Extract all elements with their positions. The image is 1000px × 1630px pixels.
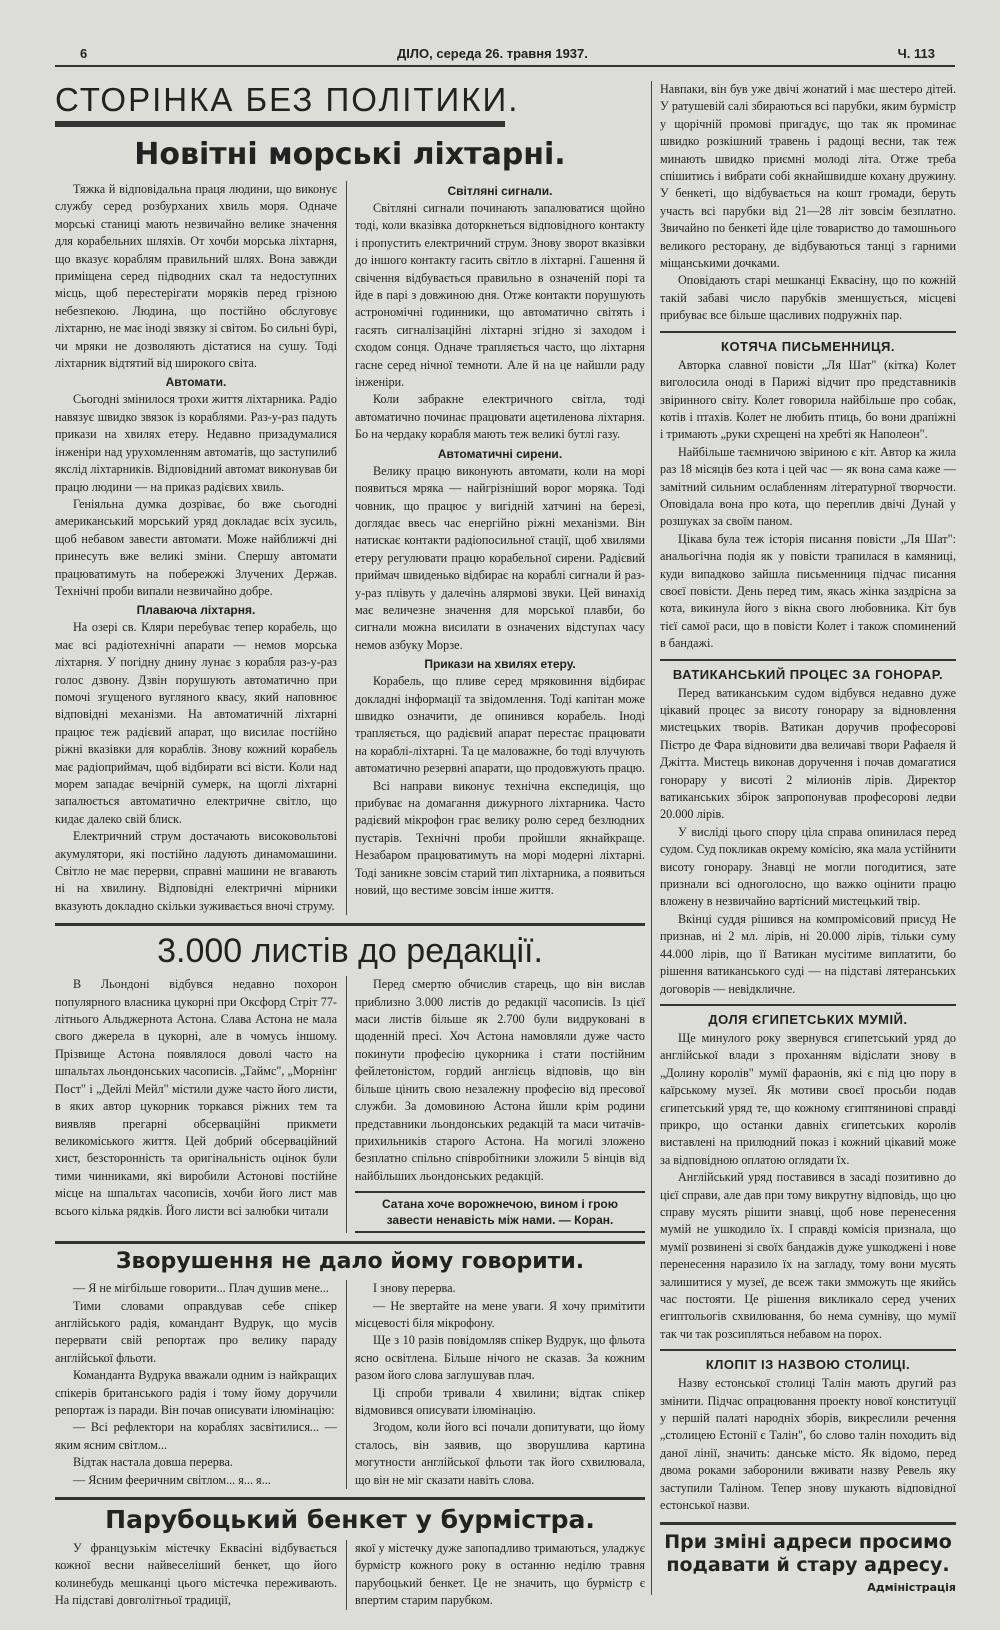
lighthouse-col1 <box>55 181 337 915</box>
paragraph: Назву естонської столиці Талін мають другий раз змінити. Підчас опрацювання проекту нової конституції у першій палаті народніх зборів, викреслили речення „столицею Естонії є Талін", бо слово талін походить від даної лінії, значить: данське місто. Як відомо, перед двома роками заборонили вживати назву Ревель яку заступили Таліном. Тепер знову шукають відповідної естонської назви. <box>660 1376 956 1513</box>
page-body <box>55 81 955 1610</box>
banquet-headline: Парубоцький бенкет у бурмістра. <box>105 1505 595 1534</box>
subheading: Плаваюча ліхтарня. <box>136 603 256 618</box>
paragraph: Корабель, що пливе серед мряковиння відбирає докладні інформації та звідомлення. Тоді капітан може швидко означити, де опинився корабель. Іноді трапляється, що радієвий апарат перестає працювати на кораблі-ліхтарні. Та це маловажне, бо тоді влучують автоматично резервні апарати, що продовжують працю. <box>355 674 645 776</box>
paragraph: Авторка славної повісти „Ля Шат" (кітка) Колет виголосила оноді в Парижі відчит про представників звіринного світу. Колет говорила найбільше про собак, котів і птахів. Колет не любить птиць, бо вони дрaпіжні і тримають „руки схрещені на хребті як Наполеон". <box>660 357 956 442</box>
banquet-col1 <box>55 1540 337 1610</box>
subheading: Автомати. <box>165 375 227 390</box>
banquet-article <box>55 1540 645 1610</box>
paragraph: Ще минулого року звернувся єгипетський уряд до англійської влади з проханням відіслати знову в „Долину королів" мумії фараонів, які є під цю пору в каїрському музеї. Як мотиви своєї просьби подав єгипетський уряд те, що кожному єгиптянинові справді прикро, що останки давніх єгипетських королів виставлені на прилюдний показ і кожний цікавий може за відповідною оплатою оглядати їх. <box>660 1030 956 1167</box>
paragraph: Тими словами оправдував себе спікер англійського радія, командант Вудрук, що мусів перервати свій репортаж про велику параду англійської фльоти. <box>55 1298 337 1365</box>
subheading: ДОЛЯ ЄГИПЕТСЬКИХ МУМІЙ. <box>708 1011 908 1027</box>
divider <box>55 1497 645 1500</box>
page-number: 6 <box>80 46 88 61</box>
divider <box>660 659 956 661</box>
paragraph: Сьогодні змінилося трохи життя ліхтарника. Радіо навязує швидко звязок із кораблями. Раз-у-раз падуть прикази на хвилях етеру. Недавно призадумалися інженіри над урухомленням автоматів, що заступилиб якслід ліхтарників. Відповідний автомат виконував би працю людини — на приказ радієвих хвиль. <box>55 392 337 494</box>
letters-article <box>55 976 645 1233</box>
masthead: ДІЛО, середа 26. травня 1937. <box>397 46 588 61</box>
paragraph: — Ясним фееричним світлом... я... я... <box>73 1472 271 1487</box>
paragraph: Електричний струм достачають високовольтові акумулятори, які постійно ладують динамомашини. Світло не має перерви, справні машини не вгавають ні на хвилину. Відповідні електричні мірники вказують докладно скільки зуживається вночі струму. <box>55 829 337 913</box>
paragraph: Ці спроби тривали 4 хвилини; відтак спікер відмовився описувати ілюмінацію. <box>355 1385 645 1417</box>
paragraph: Світляні сигнали починають запалюватися щойно тоді, коли вказівка доторкнеться відповідного контакту і пропустить електричний струм. Знову зворот вказівки до іншого контакту гасить світло в ліхтарні. Гашення й свічення відбувається правильно в означеній порі та йде в парі з довжиною дня. Отже контакти порушують астрономічні годинники, що автоматично світять і гасять сигналізаційні ліхтарні згідно зі заходом і сходом сонця. Одначе трапляється часто, що ліхтарня гасне серед нічної темноти. Але й на це найшли раду інженіри. <box>355 201 645 390</box>
paragraph: Навпаки, він був уже двічі жонатий і має шестеро дітей. У ратушевій салі збираються всі парубки, яким бурмістр у щорічній промові пригадує, що так як проминає швидко розкішний травень і радощі весни, так теж минають швидко приємні молоді літа. Отже треба спішитись і вибрати собі якнайшвидше кохану дружину. У бенкеті, що відбувається на кошт громади, беруть участь всі парубки від 21—28 літ зовсім безплатно. Звичайно по бенкеті йде ціле товариство до тамошнього великого ресторану, де відбуваються танці з гарними міщанськими дочками. <box>660 82 956 271</box>
paragraph: Перед ватиканським судом відбувся недавно дуже цікавий процес за висоту гонорару за відновлення мистецьких творів. Ватикан доручив професорові Пієтро де Фара відновити два величаві твори Рафаеля й Джітта. Мистець виконав доручення і почав домагатися гонорару у висоті 2 мілионів лірів. Директор ватиканських збірок запропонував професорові ледви 20.000 лірів. <box>660 685 956 822</box>
section-rule <box>55 121 505 127</box>
paragraph: Всі направи виконує технічна експедиція, що прибуває на домагання дижурного ліхтарника. Часто радієвий мікрофон грає велику ролю серед безлюдних пустарів. Технічні проби пройшли якнайкраще. Незабаром працюватимуть на морі модерні ліхтарні. Тоді заникне зовсім старий тип ліхтарника, а появиться новий, що вестиме зовсім інше життя. <box>355 778 645 898</box>
paragraph: Геніяльна думка дозріває, бо вже сьогодні американський морський уряд докладає всіх зусиль, щоб небавом завести автомати. Може найближчі дні принесуть вже великі зміни. Спершу автомати працюватимуть на побережжі Злучених Держав. Технічні проби випали незвичайно добре. <box>55 496 337 598</box>
divider <box>660 331 956 333</box>
section-title: СТОРІНКА БЕЗ ПОЛІТИКИ. <box>55 81 520 118</box>
divider <box>55 923 645 926</box>
page-header <box>55 46 955 61</box>
paragraph: Велику працю виконують автомати, коли на морі появиться мряка — найгрізніший ворог моряка. Тоді човник, що працює у вигідній хатчині на березі, доглядає ввесь час енергійно ріжні механізми. Він натискає контакти радіопосильної стації, щоб хвилями етеру регулювати працю корабельної сирени. Радієвий приймач швиденько відбирає на кораблі сигнали й раз-у-раз плівуть у далечінь алярмові звуки. Цей винахід має величезне значення для морської плавби, бо сигнали можна висилати в означених відступах часу немов азбуку Морзе. <box>355 463 645 652</box>
koran-quote: Сатана хоче ворожнечою, вином і грою завести ненавість між нами. — Коран. <box>355 1191 645 1233</box>
subheading: Автоматичні сирени. <box>437 446 563 461</box>
left-area <box>55 81 651 1610</box>
paragraph: Команданта Вудрука вважали одним із найкращих спікерів британського радія і тому йому доручили репортаж із паради. Він почав описувати ілюмінацію: <box>55 1368 337 1417</box>
paragraph: На озері св. Кляри перебуває тепер корабель, що має всі радіотехнічні апарати — немов морська ліхтарня. У погідну днину лунає з корабля раз-у-раз голос дзвону. Дзвін порушують автоматично при помочі згущеного вугляного квасу, який наповнює відповідні механізми. На автоматичній ліхтарні працює теж радієвий апарат, що висилає постійно ріжні вказівки для кораблів. Знову кожний корабель має радіоприймач, щоб відбирати всі вісти. Коли над морем западає вечірній сумерк, на щоглі ліхтарні запалюється автоматично електричне світло, що кидає далеко свій блиск. <box>55 620 337 826</box>
letters-col1 <box>55 976 337 1233</box>
letters-headline: 3.000 листів до редакції. <box>157 932 543 971</box>
speaker-article <box>55 1280 645 1489</box>
lighthouse-col2 <box>346 181 645 915</box>
divider <box>660 1349 956 1351</box>
banquet-col2 <box>346 1540 645 1610</box>
header-rule <box>55 65 955 67</box>
subheading: Світляні сигнали. <box>447 184 553 198</box>
paragraph: — Всі рефлектори на кораблях засвітилися... — яким ясним світлом... <box>55 1420 337 1452</box>
paragraph: Вкінці суддя рішився на компромісовий присуд Не признав, ні 2 мл. лірів, ні 20.000 лірів, тільки суму 44.000 лірів, що її Ватикан мусітиме виплатити, бо рішення ватиканського суді — на підставі лятеранських договорів — невідкличне. <box>660 911 956 996</box>
letters-col2 <box>346 976 645 1233</box>
paragraph: Згодом, коли його всі почали допитувати, що йому сталось, він заявив, що зворушлива картина могутности англійської фльоти так його схвилювала, що він не міг сказати навіть слова. <box>355 1420 645 1487</box>
paragraph: Коли забракне електричного світла, тоді автоматично починає працювати ацетиленова ліхтарня. Бо на чердаку корабля мають теж великі бутлі газу. <box>355 392 645 442</box>
issue-number: Ч. 113 <box>897 46 935 61</box>
subheading: КЛОПІТ ІЗ НАЗВОЮ СТОЛИЦІ. <box>705 1357 911 1373</box>
speaker-col1 <box>55 1280 337 1489</box>
lighthouse-article <box>55 181 645 915</box>
divider <box>660 1522 956 1525</box>
subheading: ВАТИКАНСЬКИЙ ПРОЦЕС ЗА ГОНОРАР. <box>672 666 944 682</box>
subheading: Прикази на хвилях етеру. <box>424 657 576 672</box>
address-notice: При зміні адреси просимо подавати й стару адресу. <box>664 1531 952 1577</box>
paragraph: якої у містечку дуже запопадливо тримаються, уладжує бурмістр кожного року в останню неділю травня парубоцький бенкет. Це не значить, що бурмістр є впертим старим парубком. <box>355 1541 645 1608</box>
paragraph: Тяжка й відповідальна праця людини, що виконує службу серед розбурханих хвиль моря. Одначе морські станиці мають незвичайно велике значення для корабельних шляхів. От хочби морська ліхтарня, що вказує кораблям правильний шлях. Вона завжди приміщена серед підводних скал та недоступних місць, щоб перестерігати моряків перед грізною небезпекою. Людина, що постійно обслуговує ліхтарню, не має іноді звязку зі світом. Бо сильні бурі, чи мряки не дозволяють дістатися на сушу. Тоді ліхтарник відтятий від широкого світа. <box>55 182 337 371</box>
administration-signature: Адміністрація <box>867 1581 956 1595</box>
divider <box>55 1241 645 1244</box>
paragraph: — Не звертайте на мене уваги. Я хочу примітити місцевості біля мікрофону. <box>355 1298 645 1330</box>
speaker-headline: Зворушення не дало йому говорити. <box>115 1249 585 1275</box>
paragraph: — Я не мігбільше говорити... Плач душив мене... <box>73 1281 329 1296</box>
paragraph: Оповідають старі мешканці Еквасіну, що по кожній такій забаві число парубків зменшується, місцеві прибуває все більше щасливих подружніх пар. <box>660 273 956 323</box>
paragraph: Ще з 10 разів повідомляв спікер Вудрук, що фльота ясно освітлена. Більше нічого не сказав. За кожним разом його слова заглушував плач. <box>355 1333 645 1383</box>
speaker-col2 <box>346 1280 645 1489</box>
paragraph: Найбільше таємничою звіриною є кіт. Автор ка жила раз 18 місяців без кота і цей час — як вона сама каже — замітний сильним ослабленням літературної творчости. Оповідала вона про кота, що переплив двічі Дунай у розшуках за своїм паном. <box>660 444 956 529</box>
paragraph: У висліді цього спору ціла справа опинилася перед судом. Суд покликав окрему комісію, яка мала устійнити висоту гонорару. Знавці не могли погодитися, зате признали всі одноголосно, що важко оцінити працю вложену в незвичайно вартісний мистецький твір. <box>660 824 956 909</box>
subheading: КОТЯЧА ПИСЬМЕННИЦЯ. <box>721 338 895 354</box>
divider <box>660 1004 956 1006</box>
right-column <box>651 81 956 1595</box>
paragraph: Англійський уряд поставився в засаді позитивно до цієї справи, але дав при тому викрутну відповідь, що цю справу мусять рішити знавці, щоб нове перенесення мумій не ушкодило їх. І справді комісія признала, що мумії розвинені зі своїх бандажів дуже ушкоджені і нове перенесення наразило їх на загладу, тому вони мусять залишитися у музеї, де всеж таки змможуть ще якийсь час постояти. Це рішення викликало серед учених египтольогів схвилювання, бо нема сумніву, що мумії так чи так розсипляться небавом на порох. <box>660 1170 956 1341</box>
paragraph: Відтак настала довша перерва. <box>73 1455 233 1470</box>
paragraph: В Льондоні відбувся недавно похорон популярного власника цукорні при Оксфорд Стріт 77-літнього Альджернота Астона. Слава Астона не мала свого джерела в цукорні, але в чомусь іншому. Прізвище Астона появлялося доволі часто на шпальтах льондонських часописів. „Таймс", „Морнінг Пост" і „Дейлі Мейл" містили дуже часто його листи, в яких автор цукорник торкався ріжних тем та виявляв прегарні обсерваційні прикмети великоміського життя. Цей добрий обсерваційний хист, безсторонність та оригінальність оцінок були тими чинниками, які виробили Астонові постійне місце на шпальтах часописів, хочби його лист мав всього кілька рядків. Його листи всі залюбки читали <box>55 977 337 1218</box>
paragraph: Цікава була теж історія писання повісти „Ля Шат": анальогічна подія як у повісти трапилася в камяниці, куди випадково зайшла письменниця підчас писання своєї повісти. День перед тим, якась жінка заздрісна за кота, викинула його з вікна свого любовника. Кіт був тієї самої раси, що в повісти Колет і також споминений в бандажі. <box>660 531 956 651</box>
paragraph: І знову перерва. <box>373 1281 456 1296</box>
paragraph: Перед смертю обчислив старець, що він вислав приблизно 3.000 листів до редакції часописів. Із цієї маси листів більше як 2.700 були видруковані в щоденній пресі. Хоч Астона намовляли дуже часто покинути професію цукорника і стати постійним фейлетоністом, гордий англієць відповів, що він більше цінить свою незалежну професію від пресової служби. За домовиною Астона йшли крім родини представники льондонських редакцій та маси читачів-прихильників старого Астона. На могилі зложено безплатно спільно співробітники зложили 5 вінців від найбільших льондонських редакцій. <box>355 977 645 1183</box>
paragraph: У французькім містечку Еквасіні відбувається кожної весни найвеселіший бенкет, що його колинебудь мешканці цього містечка переживають. На підставі довголітньої традиції, <box>55 1541 337 1608</box>
lighthouse-headline: Новітні морські ліхтарні. <box>134 137 566 172</box>
